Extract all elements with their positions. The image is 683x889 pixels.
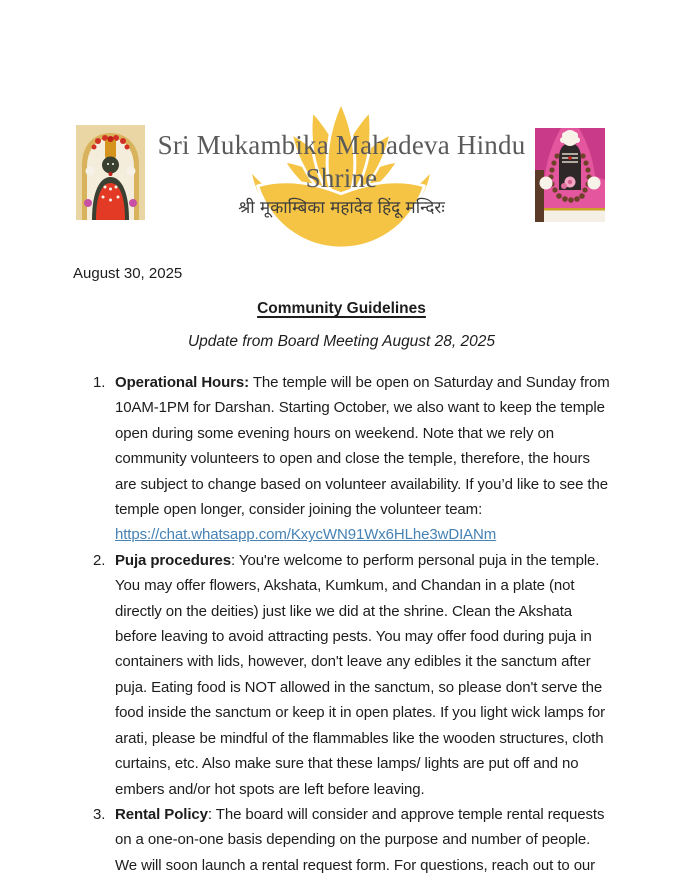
list-number: 3.: [93, 805, 106, 823]
list-item-puja-procedures: [93, 548, 615, 802]
shrine-title-line2: Shrine: [305, 163, 378, 193]
list-item-rental-policy: [93, 802, 615, 878]
shrine-title-devanagari: श्री मूकाम्बिका महादेव हिंदू मन्दिरः: [238, 198, 445, 218]
list-number: 1.: [93, 374, 106, 391]
whatsapp-volunteer-link[interactable]: https://chat.whatsapp.com/KxycWN91Wx6HLhe3wDIANm: [115, 526, 497, 544]
item-text: The board will consider and approve temple rental requests on a one-on-one basis depending on the purpose and number of people. We will soon launch a rental request form. For questions, reach out to our: [115, 805, 605, 874]
item-separator: :: [207, 805, 216, 823]
list-item-operational-hours: [93, 370, 615, 548]
shiva-lingam-photo: [535, 128, 605, 222]
goddess-deity-photo: [76, 125, 145, 220]
item-text: You're welcome to perform personal puja in the temple. You may offer flowers, Akshata, Kumkum, and Chandan in a plate (not directly on the deities) just like we did at the shrine. Clean the Akshata before leaving to avoid attracting pests. You may offer food during puja in containers with lids, however, don't leave any edibles it the sanctum after puja. Eating food is NOT allowed in the sanctum, so please don't serve the food inside the sanctum or keep it in open plates. If you light wick lamps for arati, please be mindful of the flammables like the wooden structures, cloth curtains, etc. Also make sure that these lamps/ lights are put off and no embers and/or hot spots are left before leaving.: [115, 551, 605, 798]
guidelines-list: [93, 370, 615, 878]
document-heading: Community Guidelines: [257, 300, 426, 317]
document-date: August 30, 2025: [73, 265, 183, 282]
item-lead: Rental Policy: [115, 805, 208, 823]
item-lead: Puja procedures: [115, 551, 232, 569]
letterhead: [0, 85, 683, 250]
list-number: 2.: [93, 551, 106, 569]
item-lead: Operational Hours:: [115, 374, 250, 391]
item-separator: :: [231, 551, 239, 569]
item-text: The temple will be open on Saturday and Sunday from 10AM-1PM for Darshan. Starting October, we also want to keep the temple open during some evening hours on weekend. Note that we rely on community volunteers to open and close the temple, therefore, the hours are subject to change based on volunteer availability. If you’d like to see the temple open longer, consider joining the volunteer team:: [115, 374, 610, 519]
document-subheading: Update from Board Meeting August 28, 2025: [187, 333, 496, 350]
shrine-title-line1: Sri Mukambika Mahadeva Hindu: [157, 130, 526, 160]
